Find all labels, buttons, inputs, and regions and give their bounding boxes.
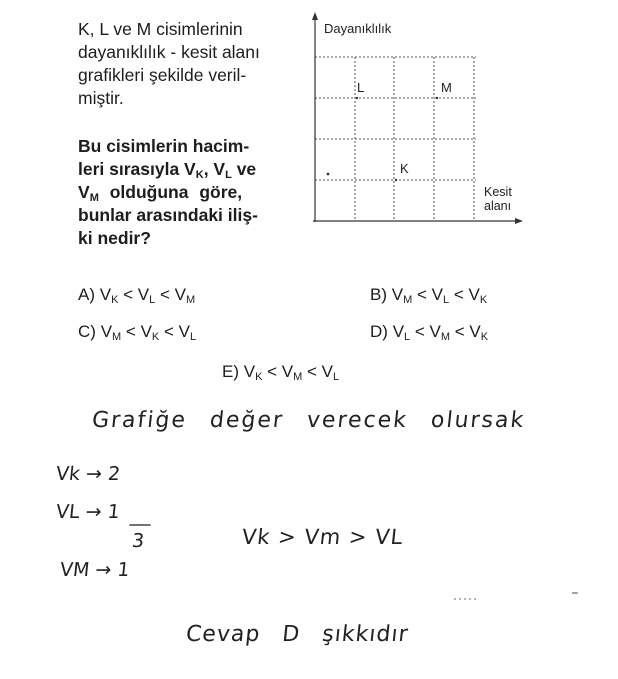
grid bbox=[315, 57, 476, 220]
handwritten-vm: VM → 1 bbox=[58, 559, 131, 581]
handwritten-relation: Vk > Vm > VL bbox=[240, 525, 405, 549]
point-k-dot bbox=[395, 179, 397, 181]
intro-line: dayanıklılık - kesit alanı bbox=[78, 42, 260, 62]
intro-line: grafikleri şekilde veril- bbox=[78, 65, 247, 85]
ask-line: $V_M$ olduğuna göre, bbox=[78, 182, 243, 204]
option-c[interactable]: C) $V_M < V_K < V_L$ bbox=[78, 322, 197, 343]
stray-dot bbox=[327, 173, 330, 176]
point-label-k: K bbox=[400, 161, 409, 176]
intro-line: K, L ve M cisimlerinin bbox=[78, 19, 243, 39]
handwritten-vl: VL → 1 bbox=[54, 501, 121, 523]
option-a[interactable]: A) $V_K < V_L < V_M$ bbox=[78, 285, 196, 306]
intro-line: miştir. bbox=[78, 88, 124, 108]
x-axis-label-line1: Kesit bbox=[484, 185, 512, 199]
option-e[interactable]: E) $V_K < V_M < V_L$ bbox=[222, 362, 340, 383]
question-ask bbox=[78, 135, 292, 250]
handwritten-vl-denominator: 3 bbox=[130, 530, 146, 552]
option-b[interactable]: B) $V_M < V_L < V_K$ bbox=[370, 285, 488, 306]
ask-line: ki nedir? bbox=[78, 228, 151, 248]
fraction-bar bbox=[128, 522, 152, 528]
option-d[interactable]: D) $V_L < V_M < V_K$ bbox=[370, 322, 489, 343]
point-label-m: M bbox=[441, 80, 452, 95]
stray-marks bbox=[452, 590, 582, 606]
point-m-dot bbox=[436, 97, 438, 99]
ask-line: leri sırasıyla $V_K$, $V_L$ ve bbox=[78, 159, 257, 181]
handwritten-answer: Cevap D şıkkıdır bbox=[184, 622, 410, 647]
x-axis-arrow bbox=[515, 218, 523, 224]
handwritten-intro: Grafiğe değer verecek olursak bbox=[90, 408, 527, 433]
question-intro bbox=[78, 18, 292, 110]
x-axis-label-line2: alanı bbox=[484, 199, 512, 213]
ask-line: bunlar arasındaki iliş- bbox=[78, 205, 258, 225]
handwritten-vk: Vk → 2 bbox=[54, 463, 122, 485]
y-axis-arrow bbox=[312, 12, 318, 20]
y-axis-label: Dayanıklılık bbox=[324, 21, 392, 36]
ask-line: Bu cisimlerin hacim- bbox=[78, 136, 250, 156]
point-label-l: L bbox=[357, 80, 365, 95]
point-l-dot bbox=[356, 97, 358, 99]
strength-area-graph bbox=[300, 6, 530, 236]
